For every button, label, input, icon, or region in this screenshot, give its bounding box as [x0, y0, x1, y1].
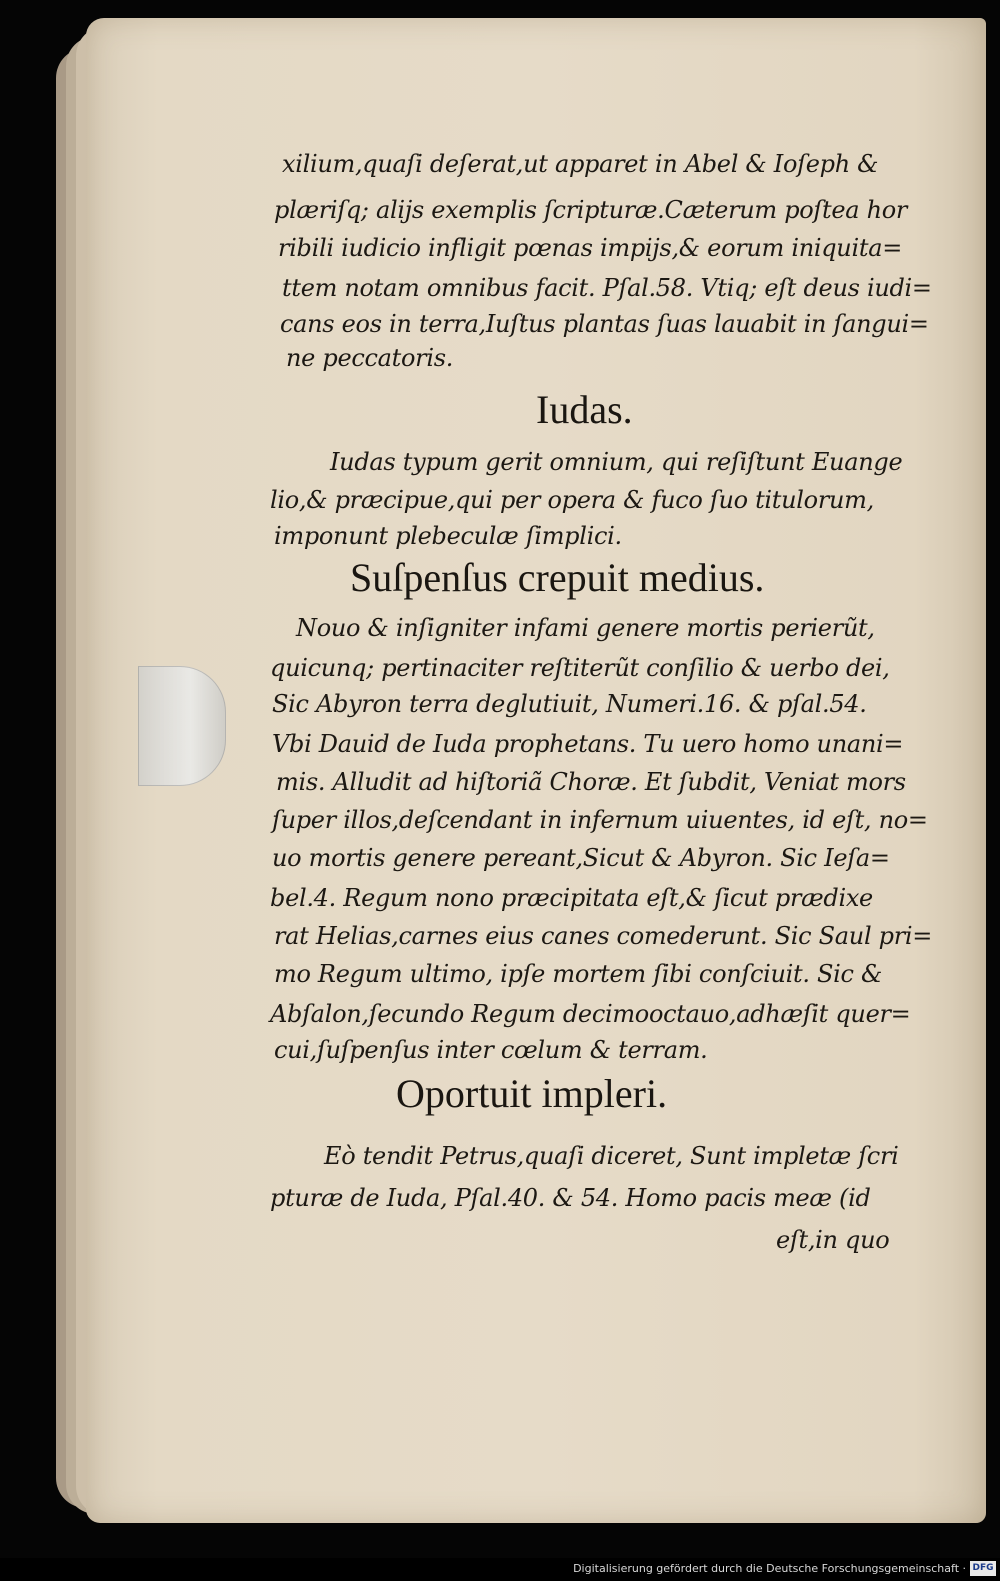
section-heading: Iudas.	[536, 387, 633, 432]
funding-credit: Digitalisierung gefördert durch die Deutsche Forschungsgemeinschaft ·	[573, 1562, 966, 1575]
text-line: cans eos in terra,Iuſtus plantas ſuas lauabit in ſangui=	[280, 310, 929, 338]
dfg-logo: DFG	[970, 1561, 996, 1576]
text-line: Sic Abyron terra deglutiuit, Numeri.16. & pſal.54.	[272, 690, 867, 718]
text-line: Eò tendit Petrus,quaſi diceret, Sunt impletæ ſcri	[324, 1142, 899, 1170]
footer-bar	[0, 1558, 1000, 1581]
text-line: ne peccatoris.	[286, 344, 454, 372]
text-line: mis. Alludit ad hiſtoriã Choræ. Et ſubdit, Veniat mors	[276, 768, 906, 796]
text-line: uo mortis genere pereant,Sicut & Abyron. Sic Ieſa=	[272, 844, 890, 872]
text-line: Vbi Dauid de Iuda prophetans. Tu uero homo unani=	[272, 730, 904, 758]
text-line: Abſalon,ſecundo Regum decimooctauo,adhæſit quer=	[270, 1000, 911, 1028]
text-line: quicunq; pertinaciter reſtiterũt conſilio & uerbo dei,	[270, 654, 890, 682]
text-line: Nouo & inſigniter infami genere mortis perierũt,	[296, 614, 875, 642]
text-line: lio,& præcipue,qui per opera & fuco ſuo titulorum,	[270, 486, 874, 514]
text-line: pturæ de Iuda, Pſal.40. & 54. Homo pacis meæ (id	[270, 1184, 871, 1212]
book-clip	[138, 666, 226, 786]
text-line: xilium,quaſi deſerat,ut apparet in Abel & Ioſeph &	[282, 150, 879, 178]
text-line: ſuper illos,deſcendant in infernum uiuentes, id eſt, no=	[272, 806, 928, 834]
text-line: ttem notam omnibus facit. Pſal.58. Vtiq; eſt deus iudi=	[282, 274, 932, 302]
text-line: Iudas typum gerit omnium, qui reſiſtunt Euange	[330, 448, 903, 476]
section-heading: Oportuit impleri.	[396, 1071, 668, 1116]
text-line: cui,ſuſpenſus inter cœlum & terram.	[274, 1036, 708, 1064]
section-heading: Suſpenſus crepuit medius.	[350, 555, 765, 600]
text-line: rat Helias,carnes eius canes comederunt. Sic Saul pri=	[274, 922, 933, 950]
text-line: ribili iudicio infligit pœnas impijs,& eorum iniquita=	[278, 234, 903, 262]
text-line: mo Regum ultimo, ipſe mortem ſibi conſciuit. Sic &	[274, 960, 883, 988]
catchword: eſt,in quo	[776, 1226, 890, 1254]
text-line: imponunt plebeculæ ſimplici.	[274, 522, 622, 550]
text-line: bel.4. Regum nono præcipitata eſt,& ſicut prædixe	[270, 884, 873, 912]
text-line: plæriſq; alijs exemplis ſcripturæ.Cæterum poſtea hor	[274, 196, 908, 224]
